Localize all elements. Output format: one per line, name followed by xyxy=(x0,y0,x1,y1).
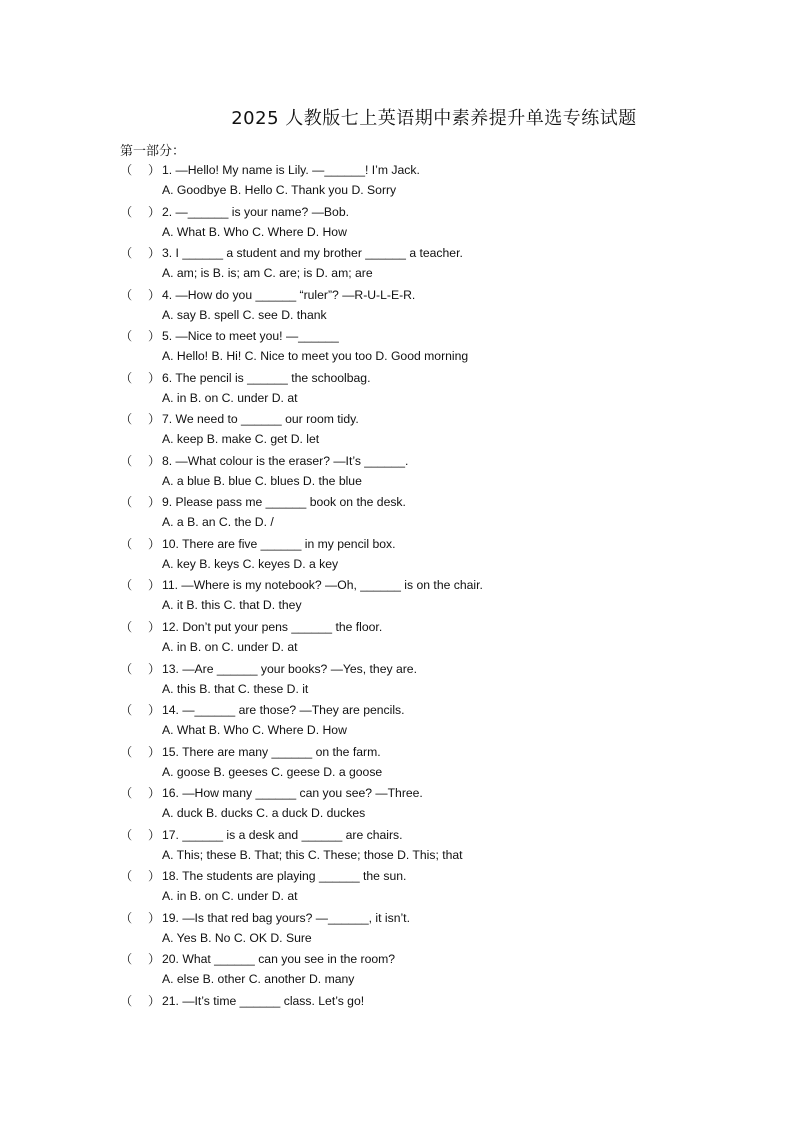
question-options: A. else B. other C. another D. many xyxy=(162,972,355,987)
paren-close: ） xyxy=(148,869,161,884)
question-stem: 8. —What colour is the eraser? —It’s ______. xyxy=(162,453,409,468)
question-stem: 11. —Where is my notebook? —Oh, ______ is on the chair. xyxy=(162,578,483,593)
paren-close: ） xyxy=(148,536,161,551)
paren-open: （ xyxy=(120,744,133,759)
question-line xyxy=(120,700,405,720)
answer-blank[interactable] xyxy=(120,160,162,180)
question-item xyxy=(120,368,740,410)
question-options: A. in B. on C. under D. at xyxy=(162,640,298,655)
answer-blank[interactable] xyxy=(120,326,162,346)
question-line xyxy=(120,825,403,845)
question-item xyxy=(120,285,740,327)
question-item xyxy=(120,659,740,701)
paren-close: ） xyxy=(148,370,161,385)
answer-blank[interactable] xyxy=(120,866,162,886)
question-options: A. this B. that C. these D. it xyxy=(162,681,309,696)
question-line xyxy=(120,866,406,886)
question-options: A. am; is B. is; am C. are; is D. am; are xyxy=(162,266,373,281)
question-stem: 10. There are five ______ in my pencil box. xyxy=(162,536,396,551)
paren-open: （ xyxy=(120,786,133,801)
question-item xyxy=(120,949,740,991)
paren-open: （ xyxy=(120,287,133,302)
question-item xyxy=(120,326,740,368)
answer-blank[interactable] xyxy=(120,243,162,263)
paren-open: （ xyxy=(120,910,133,925)
question-options: A. This; these B. That; this C. These; those D. This; that xyxy=(162,847,463,862)
question-options: A. Goodbye B. Hello C. Thank you D. Sorry xyxy=(162,183,397,197)
paren-open: （ xyxy=(120,869,133,884)
question-stem: 18. The students are playing ______ the sun. xyxy=(162,869,407,884)
answer-blank[interactable] xyxy=(120,285,162,305)
paren-open: （ xyxy=(120,329,133,344)
paren-open: （ xyxy=(120,620,133,635)
paren-open: （ xyxy=(120,412,133,427)
question-item xyxy=(120,783,740,825)
question-stem: 4. —How do you ______ “ruler”? —R-U-L-E-R. xyxy=(162,287,416,302)
answer-blank[interactable] xyxy=(120,742,162,762)
paren-open: （ xyxy=(120,495,133,510)
paren-close: ） xyxy=(148,744,161,759)
paren-close: ） xyxy=(148,703,161,718)
question-options: A. Hello! B. Hi! C. Nice to meet you too D. Good morning xyxy=(162,349,469,364)
question-options: A. in B. on C. under D. at xyxy=(162,390,298,405)
paren-open: （ xyxy=(120,827,133,842)
question-options: A. keep B. make C. get D. let xyxy=(162,432,320,447)
question-options: A. in B. on C. under D. at xyxy=(162,889,298,904)
paren-close: ） xyxy=(148,620,161,635)
question-item xyxy=(120,409,740,451)
question-line xyxy=(120,451,408,471)
question-stem: 16. —How many ______ can you see? —Three. xyxy=(162,786,423,801)
question-list xyxy=(120,160,740,1032)
question-line xyxy=(120,243,463,263)
paren-close: ） xyxy=(148,661,161,676)
question-options: A. it B. this C. that D. they xyxy=(162,598,302,613)
question-options: A. goose B. geeses C. geese D. a goose xyxy=(162,764,383,779)
answer-blank[interactable] xyxy=(120,949,162,969)
answer-blank[interactable] xyxy=(120,202,162,222)
paren-close: ） xyxy=(148,204,161,219)
paren-open: （ xyxy=(120,578,133,593)
question-line xyxy=(120,575,483,595)
page-title: 2025 人教版七上英语期中素养提升单选专练试题 xyxy=(231,108,637,129)
answer-blank[interactable] xyxy=(120,991,162,1011)
question-item xyxy=(120,991,740,1033)
question-stem: 3. I ______ a student and my brother ______ a teacher. xyxy=(162,246,463,261)
question-line xyxy=(120,617,382,637)
question-line xyxy=(120,742,381,762)
answer-blank[interactable] xyxy=(120,368,162,388)
question-stem: 19. —Is that red bag yours? —______, it isn’t. xyxy=(162,910,410,925)
section-label: 第一部分： xyxy=(120,144,186,159)
question-item xyxy=(120,160,740,202)
question-stem: 21. —It’s time ______ class. Let’s go! xyxy=(162,993,365,1008)
question-options: A. a B. an C. the D. / xyxy=(162,515,274,530)
paren-open: （ xyxy=(120,661,133,676)
question-line xyxy=(120,160,420,180)
question-line xyxy=(120,409,359,429)
question-line xyxy=(120,949,395,969)
paren-close: ） xyxy=(148,993,161,1008)
question-item xyxy=(120,617,740,659)
question-item xyxy=(120,866,740,908)
question-stem: 14. —______ are those? —They are pencils. xyxy=(162,703,405,718)
question-stem: 20. What ______ can you see in the room? xyxy=(162,952,396,967)
question-stem: 15. There are many ______ on the farm. xyxy=(162,744,381,759)
question-options: A. Yes B. No C. OK D. Sure xyxy=(162,930,312,945)
paren-open: （ xyxy=(120,370,133,385)
answer-blank[interactable] xyxy=(120,534,162,554)
question-line xyxy=(120,908,410,928)
question-line xyxy=(120,991,364,1011)
question-stem: 6. The pencil is ______ the schoolbag. xyxy=(162,370,371,385)
question-options: A. key B. keys C. keyes D. a key xyxy=(162,556,339,571)
question-stem: 7. We need to ______ our room tidy. xyxy=(162,412,359,427)
paren-open: （ xyxy=(120,703,133,718)
question-line xyxy=(120,285,415,305)
paren-close: ） xyxy=(148,495,161,510)
answer-blank[interactable] xyxy=(120,700,162,720)
question-item xyxy=(120,451,740,493)
paren-open: （ xyxy=(120,453,133,468)
paren-open: （ xyxy=(120,246,133,261)
question-line xyxy=(120,368,370,388)
question-item xyxy=(120,908,740,950)
paren-close: ） xyxy=(148,952,161,967)
paren-open: （ xyxy=(120,952,133,967)
answer-blank[interactable] xyxy=(120,783,162,803)
question-options: A. What B. Who C. Where D. How xyxy=(162,723,347,738)
paren-close: ） xyxy=(148,786,161,801)
answer-blank[interactable] xyxy=(120,575,162,595)
paren-close: ） xyxy=(148,329,161,344)
paren-close: ） xyxy=(148,578,161,593)
question-line xyxy=(120,202,349,222)
paren-close: ） xyxy=(148,246,161,261)
question-options: A. a blue B. blue C. blues D. the blue xyxy=(162,473,362,488)
question-stem: 2. —______ is your name? —Bob. xyxy=(162,204,349,219)
paren-close: ） xyxy=(148,163,161,177)
question-item xyxy=(120,492,740,534)
question-options: A. say B. spell C. see D. thank xyxy=(162,307,327,322)
question-stem: 5. —Nice to meet you! —______ xyxy=(162,329,339,344)
question-line xyxy=(120,492,406,512)
answer-blank[interactable] xyxy=(120,409,162,429)
question-stem: 13. —Are ______ your books? —Yes, they are. xyxy=(162,661,417,676)
question-item xyxy=(120,534,740,576)
paren-close: ） xyxy=(148,827,161,842)
paren-close: ） xyxy=(148,453,161,468)
question-stem: 9. Please pass me ______ book on the desk. xyxy=(162,495,406,510)
paren-open: （ xyxy=(120,204,133,219)
question-options: A. duck B. ducks C. a duck D. duckes xyxy=(162,806,366,821)
paren-close: ） xyxy=(148,287,161,302)
question-line xyxy=(120,534,396,554)
paren-open: （ xyxy=(120,163,133,177)
question-item xyxy=(120,575,740,617)
answer-blank[interactable] xyxy=(120,492,162,512)
answer-blank[interactable] xyxy=(120,908,162,928)
question-item xyxy=(120,700,740,742)
question-item xyxy=(120,825,740,867)
question-options: A. What B. Who C. Where D. How xyxy=(162,224,347,239)
answer-blank[interactable] xyxy=(120,659,162,679)
paren-close: ） xyxy=(148,910,161,925)
answer-blank[interactable] xyxy=(120,617,162,637)
question-stem: 12. Don’t put your pens ______ the floor. xyxy=(162,620,383,635)
question-line xyxy=(120,783,423,803)
question-line xyxy=(120,326,339,346)
paren-open: （ xyxy=(120,536,133,551)
question-stem: 1. —Hello! My name is Lily. —______! I’m Jack. xyxy=(162,163,420,177)
question-item xyxy=(120,202,740,244)
question-stem: 17. ______ is a desk and ______ are chairs. xyxy=(162,827,403,842)
paren-close: ） xyxy=(148,412,161,427)
answer-blank[interactable] xyxy=(120,825,162,845)
question-line xyxy=(120,659,417,679)
question-item xyxy=(120,243,740,285)
answer-blank[interactable] xyxy=(120,451,162,471)
question-item xyxy=(120,742,740,784)
paren-open: （ xyxy=(120,993,133,1008)
